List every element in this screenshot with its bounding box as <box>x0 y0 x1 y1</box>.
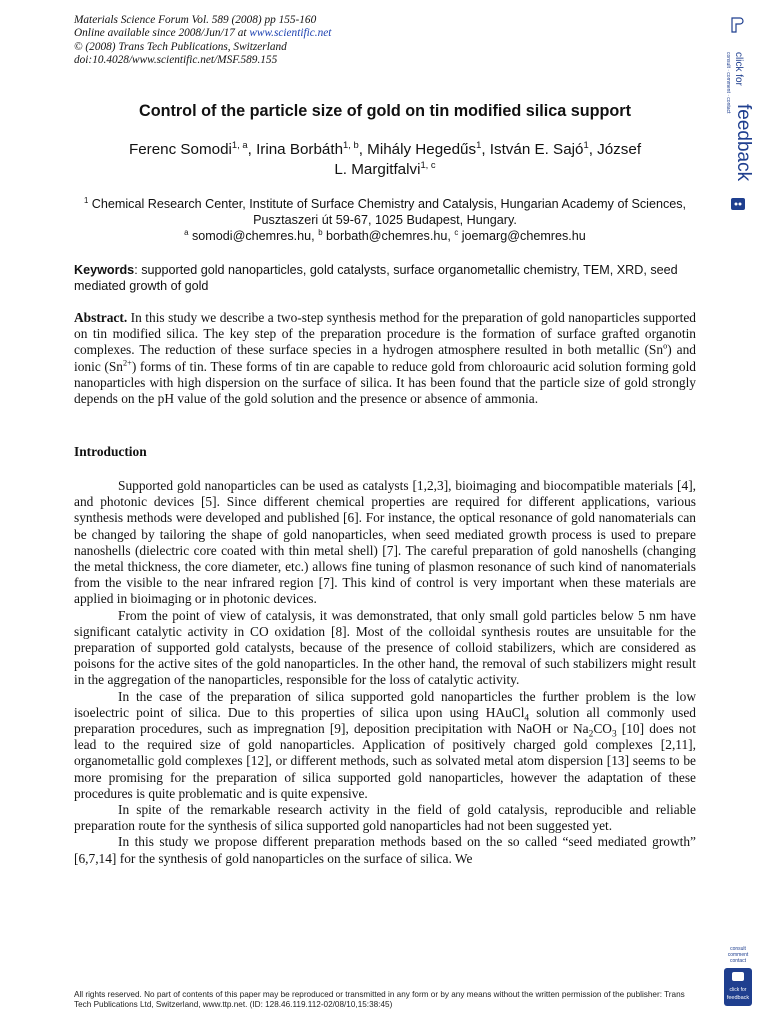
doi-line: doi:10.4028/www.scientific.net/MSF.589.155 <box>74 53 278 66</box>
badge-feedback: feedback <box>726 995 750 1001</box>
paragraph: From the point of view of catalysis, it was demonstrated, that only small gold particles below 5 nm have significant catalytic activity in CO oxidation [8]. Most of the colloidal synthesis routes are unsuitable for the preparation of supported gold catalysts, because of the presence of colloid stabilizers, which are considered as poisons for the active sites of the gold nanoparticles. In the other hand, the removal of such stabilizers might result in the aggregation of the nanoparticles, responsible for the loss of catalytic activity. <box>74 607 696 688</box>
online-availability: Online available since 2008/Jun/17 at www.scientific.net <box>74 27 332 40</box>
author-list: Ferenc Somodi$^{1, a}$, Irina Borbáth$^{1, b}$, Mihály Hegedűs$^1$, István E. Sajó$^1$, József L. Margitfalvi$^{1, c}$ <box>128 138 642 178</box>
abstract-label: Abstract. <box>74 310 128 325</box>
paragraph: Supported gold nanoparticles can be used as catalysts [1,2,3], bioimaging and biocompatible materials [4], and photonic devices [5]. Since different chemical properties are required for different applications, various synthesis methods were developed and published [6]. For instance, the optical resonance of gold nanomaterials can be changed by tailoring the shape of gold nanoparticles, when seed mediated growth process is used to prepare nanoshells (dielectric core coated with thin metal shell) [7]. The careful preparation of gold nanoshells (changing the metal thickness, the core diameter, etc.) allows fine tuning of plasmon resonance of such kind of nanomaterials from the visible to the near infrared region [7]. This kind of control is very important when these materials are applied in bioimaging or in photonic devices. <box>74 478 696 607</box>
paragraph: In the case of the preparation of silica supported gold nanoparticles the further problem is the low isoelectric point of silica. Due to this properties of silica upon using HAuCl$_4$ solution all commonly used preparation procedures, such as impregnation [9], deposition precipitation with NaOH or $Na_2CO_3$ [10] does not lead to the required size of gold nanoparticles. Application of positively charged gold complexes [2,11], organometallic gold complexes [12], or different methods, such as solvated metal atom dispersion [13] seems to be more promising for the preparation of silica supported gold nanoparticles, however the adaptation of these procedures is quite problematic and is quite expensive. <box>74 688 697 801</box>
badge-consult: consult <box>730 946 746 952</box>
feedback-banner[interactable] <box>722 12 756 212</box>
introduction-body <box>74 478 696 867</box>
feedback-badge-graphic <box>720 944 756 1008</box>
pointer-hand-icon <box>732 18 743 32</box>
copyright-line: © (2008) Trans Tech Publications, Switzerland <box>74 40 287 53</box>
copyright-footer: All rights reserved. No part of contents of this paper may be reproduced or transmitted in any form or by any means without the written permission of the publisher: Trans Tech Publications Ltd, Switzerland, www.ttp.net. (ID: 128.46.119.112-02/08/10,15:38:45) <box>74 990 685 1009</box>
abstract: Abstract. In this study we describe a two-step synthesis method for the preparation of gold nanoparticles supported on tin modified silica. The key step of the preparation procedure is the formation of surface grafted organotin complexes. The reduction of these surface species in a hydrogen atmosphere resulted in both metallic (Sn$^o$) and ionic $(Sn^{2+})$ forms of tin. These forms of tin are capable to reduce gold from chloroauric acid solution forming gold nanoparticles with high dispersion on the surface of silica. It has been found that the particle size of gold strongly depends on the pH value of the gold solution and the presence or absence of ammonia. <box>74 310 696 407</box>
email-somodi[interactable]: somodi@chemres.hu, <box>188 229 319 243</box>
keywords-label: Keywords <box>74 263 135 277</box>
badge-click-for: click for <box>729 987 747 993</box>
journal-header <box>74 14 696 67</box>
feedback-badge[interactable] <box>720 944 756 1008</box>
chat-icon <box>732 972 744 981</box>
consult-comment-contact-label: consult · comment · contact <box>725 52 731 114</box>
badge-comment: comment <box>727 952 749 958</box>
chat-icon <box>731 198 745 210</box>
journal-citation: Materials Science Forum Vol. 589 (2008) pp 155-160 <box>74 14 317 26</box>
click-for-label: click for <box>733 52 744 86</box>
email-margitfalvi[interactable]: joemarg@chemres.hu <box>458 229 586 243</box>
affiliation: $^1$ Chemical Research Center, Institute of Surface Chemistry and Catalysis, Hungarian Academy of Sciences, Pusztaszeri út 59-67, 1025 Budapest, Hungary. $^a$ somodi@chemres.hu, $^b$ borbath@chemres.hu, $^c$ joemarg@chemres.hu <box>83 195 687 243</box>
feedback-label: feedback <box>733 104 754 182</box>
badge-contact: contact <box>729 958 747 964</box>
feedback-graphic <box>722 12 756 212</box>
publisher-link[interactable]: www.scientific.net <box>249 27 332 40</box>
paragraph: In spite of the remarkable research activity in the field of gold catalysis, reproducible and reliable preparation route for the synthesis of silica supported gold nanoparticles had not been suggested yet. <box>74 802 696 834</box>
paper-title: Control of the particle size of gold on tin modified silica support <box>139 102 631 120</box>
section-heading-introduction: Introduction <box>74 444 147 459</box>
keywords: Keywords: supported gold nanoparticles, gold catalysts, surface organometallic chemistry, TEM, XRD, seed mediated growth of gold <box>74 263 678 293</box>
email-borbath[interactable]: borbath@chemres.hu, <box>322 229 455 243</box>
paragraph: In this study we propose different preparation methods based on the so called “seed mediated growth” [6,7,14] for the synthesis of gold nanoparticles on the surface of silica. We <box>74 834 696 866</box>
